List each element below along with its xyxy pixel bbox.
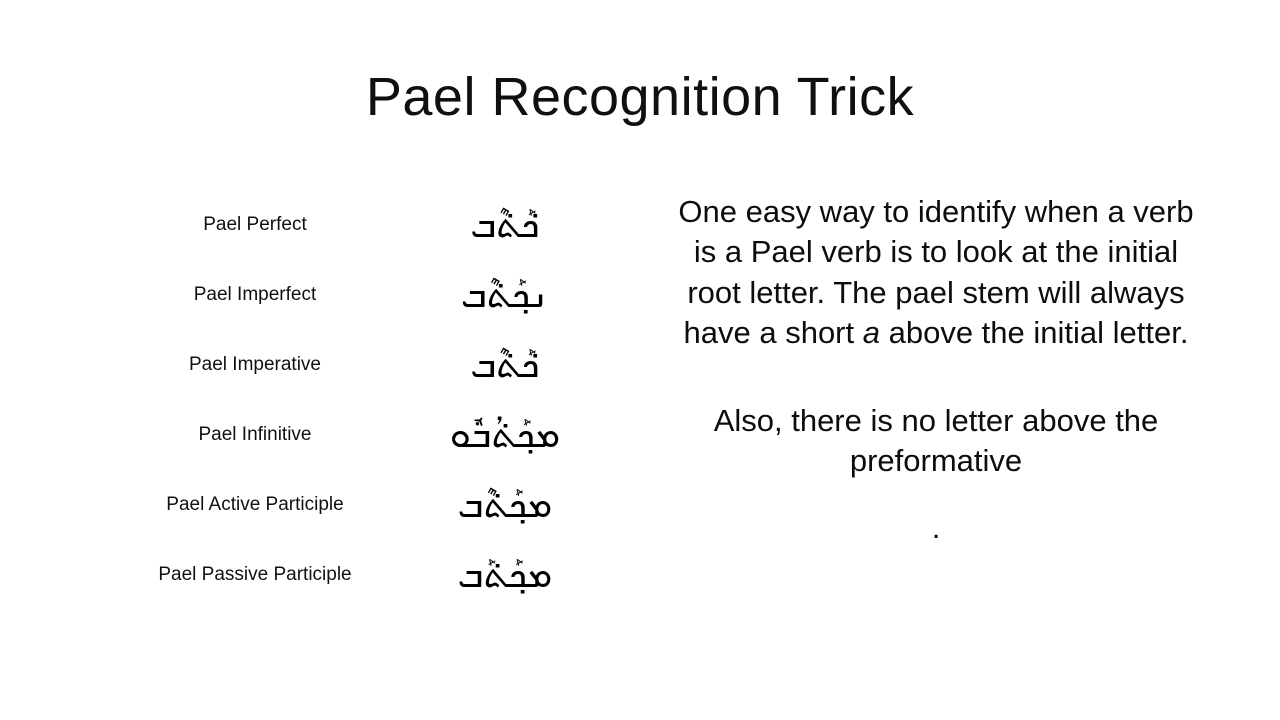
explanation-italic-vowel: a [862, 314, 880, 350]
form-syriac-text: ܟ݁ܰܬ݁ܶܒ [470, 202, 540, 247]
table-row [120, 190, 620, 260]
explanation-paragraph-2: Also, there is no letter above the preformative [713, 403, 1159, 479]
form-label: Pael Infinitive [198, 423, 312, 445]
explanation-paragraph-3: . [931, 509, 941, 545]
table-row [120, 400, 620, 470]
page-title: Pael Recognition Trick [365, 67, 915, 127]
form-label: Pael Imperfect [193, 283, 317, 305]
verb-forms-table [120, 190, 620, 610]
table-row [120, 330, 620, 400]
explanation-text-part-2: above the initial letter. [879, 314, 1189, 350]
table-row [120, 470, 620, 540]
form-label: Pael Active Participle [166, 493, 344, 515]
form-syriac-text: ܡܟ݂ܰܬ݁ܳܒܽܘ [449, 412, 561, 457]
form-syriac-text: ܡܟ݂ܰܬ݁ܰܒ [457, 552, 553, 597]
table-row [120, 540, 620, 610]
form-label: Pael Passive Participle [158, 563, 352, 585]
form-label: Pael Imperative [188, 353, 321, 375]
table-row [120, 260, 620, 330]
form-label: Pael Perfect [203, 213, 307, 235]
paragraph-spacer [676, 353, 1196, 401]
form-syriac-text: ܡܟ݂ܰܬ݁ܶܒ [457, 482, 553, 527]
explanation-paragraph-1 [676, 192, 1196, 353]
form-syriac-text: ܟ݁ܰܬ݁ܶܒ [470, 342, 540, 387]
explanation-text-part-1: One easy way to identify when a verb is a Pael verb is to look at the initial root letter. The pael stem will always have a short [678, 194, 1194, 350]
explanation-panel [676, 192, 1196, 548]
form-syriac-text: ܢܟ݂ܰܬ݁ܶܒ [460, 272, 550, 317]
